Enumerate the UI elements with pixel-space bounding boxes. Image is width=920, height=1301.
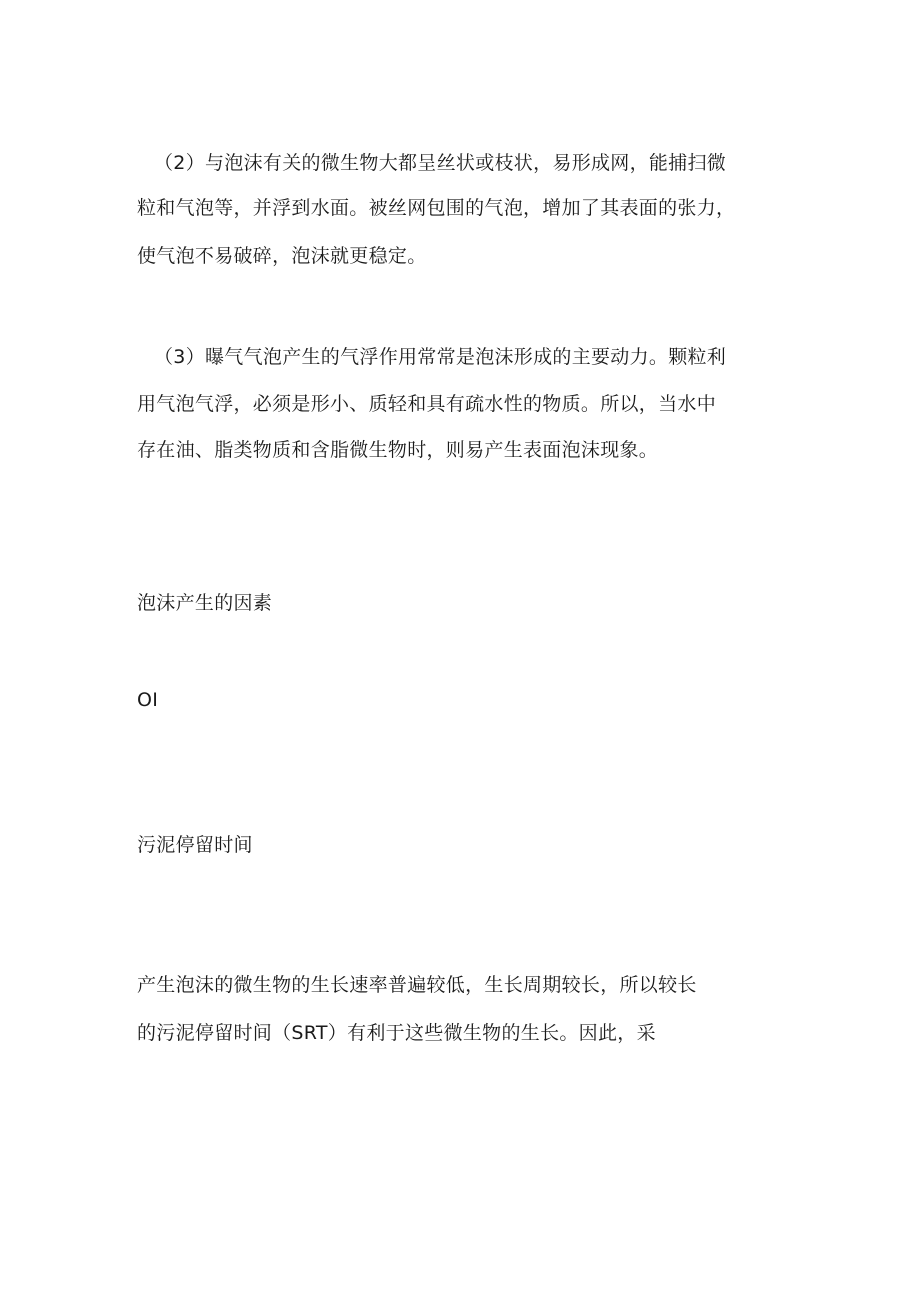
paragraph-2-line-3: 使气泡不易破碎，泡沫就更稳定。 bbox=[137, 245, 427, 267]
srt-paragraph-line-2: 的污泥停留时间（SRT）有利于这些微生物的生长。因此，采 bbox=[137, 1022, 656, 1044]
paragraph-2-line-1: （2）与泡沫有关的微生物大都呈丝状或枝状，易形成网，能捕扫微 bbox=[154, 152, 727, 174]
section-marker: OI bbox=[137, 689, 159, 711]
paragraph-3-line-3: 存在油、脂类物质和含脂微生物时，则易产生表面泡沫现象。 bbox=[137, 439, 659, 461]
paragraph-3-line-2: 用气泡气浮，必须是形小、质轻和具有疏水性的物质。所以，当水中 bbox=[137, 393, 717, 415]
srt-paragraph-line-1: 产生泡沫的微生物的生长速率普遍较低，生长周期较长，所以较长 bbox=[137, 974, 697, 996]
heading-sludge-retention-time: 污泥停留时间 bbox=[137, 834, 253, 856]
paragraph-3-line-1: （3）曝气气泡产生的气浮作用常常是泡沫形成的主要动力。颗粒利 bbox=[154, 346, 727, 368]
heading-foam-factors: 泡沫产生的因素 bbox=[137, 592, 273, 614]
paragraph-2-line-2: 粒和气泡等，并浮到水面。被丝网包围的气泡，增加了其表面的张力， bbox=[137, 197, 736, 219]
